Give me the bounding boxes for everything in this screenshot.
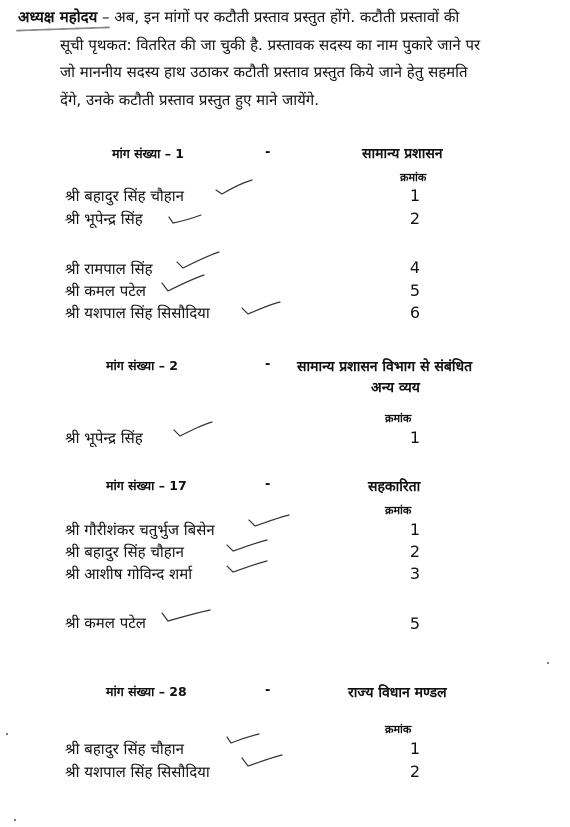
demand-2-kramank-label: क्रमांक	[385, 412, 412, 425]
demand-28-member-name: श्री बहादुर सिंह चौहान	[65, 740, 184, 758]
demand-17-label: मांग संख्या – 17	[106, 478, 187, 493]
intro-paragraph	[18, 4, 563, 114]
demand-17-kramank-label: क्रमांक	[385, 504, 412, 517]
demand-17-category: सहकारिता	[368, 479, 421, 495]
demand-1-category: सामान्य प्रशासन	[362, 146, 443, 162]
checkmark-icon	[214, 178, 254, 196]
speaker-name: अध्यक्ष महोदय	[18, 8, 98, 26]
demand-28-dash: -	[265, 683, 271, 698]
intro-line-4: देंगे, उनके कटौती प्रस्ताव प्रस्तुत हुए माने जायेंगे.	[60, 90, 320, 109]
demand-1-member-name: श्री भूपेन्द्र सिंह	[65, 210, 143, 228]
scan-speck	[6, 733, 8, 735]
demand-1-member-number: 1	[409, 186, 421, 205]
demand-28-label: मांग संख्या – 28	[106, 684, 187, 699]
demand-1-member-number: 2	[409, 209, 421, 228]
demand-2-category-line2: अन्य व्यय	[371, 380, 420, 396]
checkmark-icon	[240, 752, 284, 772]
checkmark-icon	[167, 209, 203, 225]
checkmark-icon	[160, 607, 212, 627]
demand-2-dash: -	[265, 357, 271, 372]
demand-28-category: राज्य विधान मण्डल	[348, 685, 447, 701]
demand-2-category: सामान्य प्रशासन विभाग से संबंधित	[297, 359, 473, 375]
checkmark-icon	[175, 250, 221, 272]
demand-1-kramank-label: क्रमांक	[400, 171, 427, 184]
demand-2-label: मांग संख्या – 2	[106, 358, 179, 373]
demand-2-member-name: श्री भूपेन्द्र सिंह	[65, 429, 143, 447]
intro-line-1-text: – अब, इन मांगों पर कटौती प्रस्ताव प्रस्तुत होंगे. कटौती प्रस्तावों की	[97, 8, 460, 26]
demand-17-member-number: 2	[409, 542, 421, 561]
demand-28-member-number: 2	[409, 762, 421, 781]
demand-1-member-name: श्री कमल पटेल	[65, 282, 146, 300]
checkmark-icon	[240, 300, 282, 318]
demand-1-member-name: श्री यशपाल सिंह सिसौदिया	[65, 304, 210, 322]
checkmark-icon	[160, 273, 206, 295]
demand-1-member-name: श्री रामपाल सिंह	[65, 260, 153, 278]
scan-speck	[14, 819, 16, 821]
demand-1-member-number: 5	[409, 281, 421, 300]
intro-line-2: सूची पृथकत: वितरित की जा चुकी है. प्रस्तावक सदस्य का नाम पुकारे जाने पर	[60, 35, 481, 54]
demand-1-dash: -	[265, 145, 271, 160]
checkmark-icon	[225, 558, 269, 578]
demand-17-member-name: श्री कमल पटेल	[65, 614, 146, 632]
demand-17-member-number: 1	[409, 520, 421, 539]
intro-line-3: जो माननीय सदस्य हाथ उठाकर कटौती प्रस्ताव प्रस्तुत किये जाने हेतु सहमति	[60, 63, 468, 81]
demand-17-member-name: श्री आशीष गोविन्द शर्मा	[65, 565, 193, 583]
scan-speck	[547, 662, 549, 664]
demand-1-member-number: 4	[409, 258, 421, 277]
demand-1-member-name: श्री बहादुर सिंह चौहान	[65, 187, 184, 205]
demand-1-member-number: 6	[409, 303, 421, 322]
checkmark-icon	[172, 420, 214, 440]
demand-17-member-number: 3	[409, 564, 421, 583]
demand-1-label: मांग संख्या – 1	[112, 146, 185, 161]
demand-17-dash: -	[265, 477, 271, 492]
demand-17-member-name: श्री गौरीशंकर चतुर्भुज बिसेन	[65, 521, 215, 539]
checkmark-icon	[225, 731, 261, 747]
demand-17-member-name: श्री बहादुर सिंह चौहान	[65, 543, 184, 561]
demand-28-member-number: 1	[409, 739, 421, 758]
demand-28-member-name: श्री यशपाल सिंह सिसौदिया	[65, 763, 210, 781]
demand-2-member-number: 1	[409, 428, 421, 447]
checkmark-icon	[225, 537, 269, 557]
demand-17-member-number: 5	[409, 614, 421, 633]
checkmark-icon	[247, 512, 291, 532]
intro-line-1	[18, 4, 563, 32]
demand-28-kramank-label: क्रमांक	[385, 723, 412, 736]
